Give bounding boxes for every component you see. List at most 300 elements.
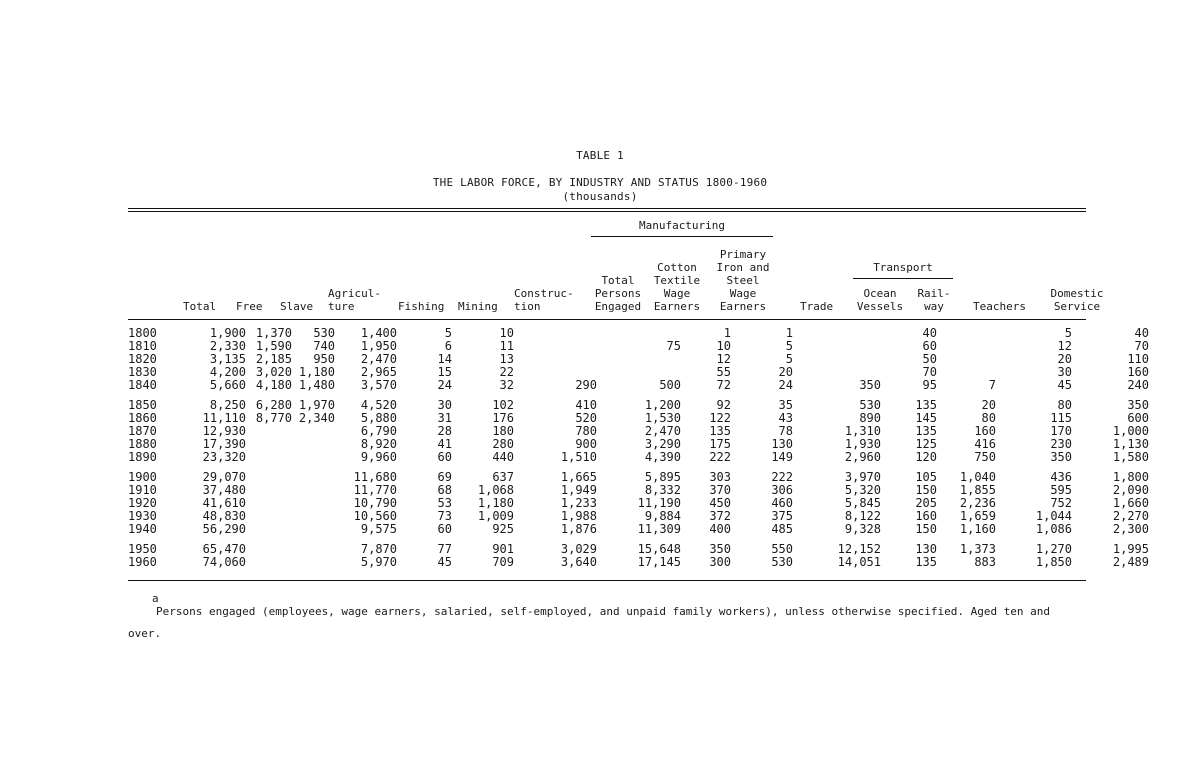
cell-cotton: 175 [709, 437, 731, 451]
cell-domestic-service: 2,300 [1112, 522, 1149, 536]
cell-railway: 1,160 [959, 522, 996, 536]
cell-teachers: 1,850 [1035, 555, 1072, 569]
cell-cotton: 300 [709, 555, 731, 569]
cell-agriculture: 9,575 [360, 522, 397, 536]
cell-ocean-vessels: 60 [922, 339, 937, 353]
cell-domestic-service: 240 [1127, 378, 1149, 392]
cell-cotton: 400 [709, 522, 731, 536]
cell-year: 1850 [128, 398, 157, 412]
cell-year: 1900 [128, 470, 157, 484]
header-construction: Construc- tion [514, 287, 574, 313]
cell-trade [793, 340, 881, 353]
cell-free [246, 543, 292, 556]
cell-construction: 3,640 [560, 555, 597, 569]
header-slave: Slave [280, 300, 314, 313]
cell-teachers: 1,270 [1035, 542, 1072, 556]
cell-free [246, 425, 292, 438]
cell-trade: 3,970 [844, 470, 881, 484]
cell-trade: 9,328 [844, 522, 881, 536]
cell-year: 1890 [128, 450, 157, 464]
cell-railway: 1,040 [959, 470, 996, 484]
header-agriculture: Agricul- ture [328, 287, 381, 313]
cell-mfg-total: 1,200 [644, 398, 681, 412]
cell-ocean-vessels: 40 [922, 326, 937, 340]
cell-fishing: 15 [437, 365, 452, 379]
cell-iron-steel: 460 [771, 496, 793, 510]
cell-railway: 416 [974, 437, 996, 451]
cell-mining: 22 [499, 365, 514, 379]
table-row [128, 451, 1149, 464]
cell-agriculture: 5,970 [360, 555, 397, 569]
cell-railway [937, 366, 996, 379]
cell-cotton: 10 [716, 339, 731, 353]
cell-free [246, 484, 292, 497]
cell-mining: 1,068 [477, 483, 514, 497]
header-free: Free [236, 300, 263, 313]
cell-total: 65,470 [202, 542, 246, 556]
cell-mining: 10 [499, 326, 514, 340]
cell-trade: 350 [859, 378, 881, 392]
cell-mfg-total: 1,530 [644, 411, 681, 425]
cell-iron-steel: 306 [771, 483, 793, 497]
cell-railway: 1,659 [959, 509, 996, 523]
cell-iron-steel: 20 [778, 365, 793, 379]
table-label: TABLE 1 [576, 149, 624, 162]
cell-domestic-service: 2,270 [1112, 509, 1149, 523]
cell-mining: 637 [492, 470, 514, 484]
cell-cotton: 1 [723, 326, 731, 340]
cell-railway [937, 340, 996, 353]
cell-total: 11,110 [202, 411, 246, 425]
cell-cotton: 92 [716, 398, 731, 412]
cell-year: 1940 [128, 522, 157, 536]
cell-teachers: 752 [1050, 496, 1072, 510]
cell-iron-steel: 530 [771, 555, 793, 569]
cell-construction: 520 [575, 411, 597, 425]
table-row [128, 379, 1149, 392]
cell-mfg-total: 5,895 [644, 470, 681, 484]
cell-teachers: 30 [1057, 365, 1072, 379]
cell-agriculture: 5,880 [360, 411, 397, 425]
header-cotton: Cotton Textile Wage Earners [653, 261, 701, 313]
cell-agriculture: 10,560 [353, 509, 397, 523]
labor-force-table [128, 327, 1149, 569]
cell-iron-steel: 550 [771, 542, 793, 556]
cell-teachers: 12 [1057, 339, 1072, 353]
cell-railway: 7 [988, 378, 996, 392]
cell-iron-steel: 375 [771, 509, 793, 523]
cell-ocean-vessels: 160 [915, 509, 937, 523]
cell-construction: 410 [575, 398, 597, 412]
cell-construction: 900 [575, 437, 597, 451]
cell-year: 1860 [128, 411, 157, 425]
cell-mfg-total: 500 [659, 378, 681, 392]
cell-domestic-service: 1,000 [1112, 424, 1149, 438]
cell-slave [292, 484, 335, 497]
cell-cotton: 450 [709, 496, 731, 510]
cell-trade: 5,320 [844, 483, 881, 497]
cell-mfg-total: 15,648 [637, 542, 681, 556]
top-rule [128, 208, 1086, 209]
footnote-line-1: Persons engaged (employees, wage earners, salaried, self-employed, and unpaid family workers), unless otherwise specified. Aged ten and [156, 605, 1051, 618]
cell-domestic-service: 160 [1127, 365, 1149, 379]
cell-trade: 14,051 [837, 555, 881, 569]
cell-cotton: 72 [716, 378, 731, 392]
cell-railway: 750 [974, 450, 996, 464]
cell-free [246, 510, 292, 523]
cell-fishing: 5 [444, 326, 452, 340]
cell-construction: 1,665 [560, 470, 597, 484]
cell-agriculture: 4,520 [360, 398, 397, 412]
cell-ocean-vessels: 150 [915, 522, 937, 536]
cell-free: 4,180 [255, 378, 292, 392]
cell-railway: 1,373 [959, 542, 996, 556]
cell-domestic-service: 1,800 [1112, 470, 1149, 484]
cell-ocean-vessels: 50 [922, 352, 937, 366]
cell-slave [292, 556, 335, 569]
cell-ocean-vessels: 145 [915, 411, 937, 425]
cell-slave: 1,970 [298, 398, 335, 412]
cell-fishing: 24 [437, 378, 452, 392]
cell-railway [937, 353, 996, 366]
cell-construction: 290 [575, 378, 597, 392]
cell-fishing: 60 [437, 450, 452, 464]
cell-teachers: 80 [1057, 398, 1072, 412]
cell-railway: 1,855 [959, 483, 996, 497]
cell-agriculture: 6,790 [360, 424, 397, 438]
cell-trade [793, 353, 881, 366]
cell-total: 48,830 [202, 509, 246, 523]
cell-ocean-vessels: 130 [915, 542, 937, 556]
manufacturing-group-rule [591, 236, 773, 237]
cell-fishing: 77 [437, 542, 452, 556]
cell-domestic-service: 1,660 [1112, 496, 1149, 510]
cell-mfg-total: 8,332 [644, 483, 681, 497]
cell-domestic-service: 110 [1127, 352, 1149, 366]
cell-total: 2,330 [209, 339, 246, 353]
cell-cotton: 222 [709, 450, 731, 464]
cell-mfg-total: 11,309 [637, 522, 681, 536]
header-domestic-service: Domestic Service [1050, 287, 1104, 313]
cell-ocean-vessels: 135 [915, 424, 937, 438]
header-mining: Mining [458, 300, 498, 313]
cell-free: 1,590 [255, 339, 292, 353]
cell-total: 8,250 [209, 398, 246, 412]
cell-mfg-total: 75 [666, 339, 681, 353]
cell-teachers: 1,086 [1035, 522, 1072, 536]
cell-iron-steel: 149 [771, 450, 793, 464]
header-iron-steel: Primary Iron and Steel Wage Earners [716, 248, 770, 313]
cell-ocean-vessels: 70 [922, 365, 937, 379]
table-row [128, 556, 1149, 569]
cell-agriculture: 8,920 [360, 437, 397, 451]
cell-construction [514, 353, 597, 366]
cell-iron-steel: 130 [771, 437, 793, 451]
cell-total: 74,060 [202, 555, 246, 569]
header-ocean-vessels: Ocean Vessels [856, 287, 904, 313]
cell-slave [292, 510, 335, 523]
cell-mining: 901 [492, 542, 514, 556]
footnote-marker: a [152, 592, 159, 605]
cell-domestic-service: 350 [1127, 398, 1149, 412]
cell-teachers: 595 [1050, 483, 1072, 497]
cell-cotton: 350 [709, 542, 731, 556]
cell-fishing: 69 [437, 470, 452, 484]
transport-group-rule [853, 278, 953, 279]
cell-mining: 1,180 [477, 496, 514, 510]
cell-ocean-vessels: 125 [915, 437, 937, 451]
cell-mfg-total: 4,390 [644, 450, 681, 464]
cell-year: 1880 [128, 437, 157, 451]
cell-construction: 1,988 [560, 509, 597, 523]
cell-domestic-service: 600 [1127, 411, 1149, 425]
cell-construction: 3,029 [560, 542, 597, 556]
cell-construction [514, 327, 597, 340]
cell-slave [292, 451, 335, 464]
cell-iron-steel: 1 [785, 326, 793, 340]
cell-year: 1800 [128, 326, 157, 340]
header-mfg-total: Total Persons Engaged [594, 274, 642, 313]
cell-ocean-vessels: 120 [915, 450, 937, 464]
cell-iron-steel: 24 [778, 378, 793, 392]
cell-iron-steel: 5 [785, 339, 793, 353]
cell-free [246, 556, 292, 569]
cell-ocean-vessels: 105 [915, 470, 937, 484]
cell-cotton: 55 [716, 365, 731, 379]
cell-total: 3,135 [209, 352, 246, 366]
header-teachers: Teachers [973, 300, 1026, 313]
cell-fishing: 30 [437, 398, 452, 412]
cell-teachers: 5 [1064, 326, 1072, 340]
cell-iron-steel: 485 [771, 522, 793, 536]
cell-total: 41,610 [202, 496, 246, 510]
cell-iron-steel: 222 [771, 470, 793, 484]
cell-construction: 780 [575, 424, 597, 438]
header-rule [128, 319, 1086, 320]
cell-trade: 2,960 [844, 450, 881, 464]
cell-total: 1,900 [209, 326, 246, 340]
cell-mining: 13 [499, 352, 514, 366]
cell-cotton: 12 [716, 352, 731, 366]
cell-mining: 709 [492, 555, 514, 569]
cell-total: 12,930 [202, 424, 246, 438]
cell-year: 1820 [128, 352, 157, 366]
cell-total: 5,660 [209, 378, 246, 392]
cell-mining: 11 [499, 339, 514, 353]
cell-total: 56,290 [202, 522, 246, 536]
cell-teachers: 230 [1050, 437, 1072, 451]
cell-iron-steel: 78 [778, 424, 793, 438]
cell-year: 1870 [128, 424, 157, 438]
cell-free [246, 471, 292, 484]
top-rule-double [128, 211, 1086, 212]
header-railway: Rail- way [917, 287, 951, 313]
cell-total: 17,390 [202, 437, 246, 451]
cell-mining: 176 [492, 411, 514, 425]
cell-mining: 32 [499, 378, 514, 392]
cell-slave [292, 438, 335, 451]
cell-total: 4,200 [209, 365, 246, 379]
table-title: THE LABOR FORCE, BY INDUSTRY AND STATUS 1800-1960 [432, 176, 768, 189]
cell-free [246, 497, 292, 510]
cell-mfg-total: 2,470 [644, 424, 681, 438]
cell-free: 8,770 [255, 411, 292, 425]
cell-teachers: 1,044 [1035, 509, 1072, 523]
cell-free: 6,280 [255, 398, 292, 412]
cell-ocean-vessels: 95 [922, 378, 937, 392]
cell-iron-steel: 35 [778, 398, 793, 412]
cell-free: 1,370 [255, 326, 292, 340]
cell-domestic-service: 1,580 [1112, 450, 1149, 464]
cell-slave [292, 471, 335, 484]
cell-ocean-vessels: 135 [915, 398, 937, 412]
cell-cotton: 303 [709, 470, 731, 484]
cell-free [246, 438, 292, 451]
cell-agriculture: 10,790 [353, 496, 397, 510]
cell-total: 29,070 [202, 470, 246, 484]
cell-ocean-vessels: 135 [915, 555, 937, 569]
cell-agriculture: 11,680 [353, 470, 397, 484]
cell-slave [292, 543, 335, 556]
cell-trade: 890 [859, 411, 881, 425]
cell-fishing: 73 [437, 509, 452, 523]
cell-fishing: 41 [437, 437, 452, 451]
cell-domestic-service: 2,489 [1112, 555, 1149, 569]
cell-cotton: 135 [709, 424, 731, 438]
cell-slave: 1,480 [298, 378, 335, 392]
cell-slave: 530 [313, 326, 335, 340]
cell-ocean-vessels: 205 [915, 496, 937, 510]
cell-free [246, 451, 292, 464]
cell-teachers: 350 [1050, 450, 1072, 464]
cell-year: 1930 [128, 509, 157, 523]
cell-teachers: 170 [1050, 424, 1072, 438]
cell-fishing: 14 [437, 352, 452, 366]
cell-railway [937, 327, 996, 340]
cell-domestic-service: 2,090 [1112, 483, 1149, 497]
cell-domestic-service: 1,995 [1112, 542, 1149, 556]
cell-slave: 740 [313, 339, 335, 353]
table-row [128, 523, 1149, 536]
cell-slave [292, 425, 335, 438]
cell-fishing: 68 [437, 483, 452, 497]
cell-trade [793, 327, 881, 340]
cell-mfg-total [597, 353, 681, 366]
cell-construction [514, 340, 597, 353]
cell-agriculture: 2,470 [360, 352, 397, 366]
cell-slave: 1,180 [298, 365, 335, 379]
cell-fishing: 45 [437, 555, 452, 569]
cell-railway: 80 [981, 411, 996, 425]
cell-year: 1830 [128, 365, 157, 379]
cell-teachers: 45 [1057, 378, 1072, 392]
cell-domestic-service: 1,130 [1112, 437, 1149, 451]
transport-group-header: Transport [873, 261, 933, 274]
cell-total: 37,480 [202, 483, 246, 497]
cell-construction: 1,876 [560, 522, 597, 536]
cell-slave [292, 523, 335, 536]
header-total: Total [183, 300, 217, 313]
cell-trade: 530 [859, 398, 881, 412]
cell-agriculture: 7,870 [360, 542, 397, 556]
cell-free [246, 523, 292, 536]
cell-fishing: 31 [437, 411, 452, 425]
cell-mining: 1,009 [477, 509, 514, 523]
cell-mining: 440 [492, 450, 514, 464]
cell-mfg-total: 11,190 [637, 496, 681, 510]
cell-teachers: 20 [1057, 352, 1072, 366]
cell-agriculture: 1,950 [360, 339, 397, 353]
cell-free: 3,020 [255, 365, 292, 379]
cell-railway: 160 [974, 424, 996, 438]
table-units: (thousands) [562, 190, 638, 203]
cell-railway: 2,236 [959, 496, 996, 510]
cell-ocean-vessels: 150 [915, 483, 937, 497]
cell-year: 1920 [128, 496, 157, 510]
cell-trade: 8,122 [844, 509, 881, 523]
cell-trade: 1,310 [844, 424, 881, 438]
cell-construction: 1,233 [560, 496, 597, 510]
cell-fishing: 28 [437, 424, 452, 438]
cell-mining: 925 [492, 522, 514, 536]
cell-cotton: 370 [709, 483, 731, 497]
cell-railway: 20 [981, 398, 996, 412]
cell-fishing: 53 [437, 496, 452, 510]
cell-agriculture: 9,960 [360, 450, 397, 464]
cell-trade: 12,152 [837, 542, 881, 556]
cell-mfg-total: 17,145 [637, 555, 681, 569]
cell-iron-steel: 5 [785, 352, 793, 366]
cell-domestic-service: 70 [1134, 339, 1149, 353]
header-trade: Trade [800, 300, 834, 313]
cell-agriculture: 2,965 [360, 365, 397, 379]
cell-year: 1910 [128, 483, 157, 497]
cell-construction: 1,949 [560, 483, 597, 497]
cell-year: 1810 [128, 339, 157, 353]
header-fishing: Fishing [398, 300, 445, 313]
cell-slave: 950 [313, 352, 335, 366]
cell-slave: 2,340 [298, 411, 335, 425]
cell-mfg-total: 3,290 [644, 437, 681, 451]
bottom-rule [128, 580, 1086, 581]
cell-agriculture: 3,570 [360, 378, 397, 392]
cell-domestic-service: 40 [1134, 326, 1149, 340]
footnote-line-2: over. [128, 627, 162, 640]
cell-agriculture: 11,770 [353, 483, 397, 497]
cell-mining: 180 [492, 424, 514, 438]
cell-year: 1950 [128, 542, 157, 556]
cell-cotton: 122 [709, 411, 731, 425]
cell-mining: 280 [492, 437, 514, 451]
cell-teachers: 436 [1050, 470, 1072, 484]
cell-teachers: 115 [1050, 411, 1072, 425]
cell-fishing: 60 [437, 522, 452, 536]
cell-trade: 1,930 [844, 437, 881, 451]
cell-cotton: 372 [709, 509, 731, 523]
cell-total: 23,320 [202, 450, 246, 464]
cell-iron-steel: 43 [778, 411, 793, 425]
cell-railway: 883 [974, 555, 996, 569]
manufacturing-group-header: Manufacturing [638, 219, 726, 232]
cell-mfg-total: 9,884 [644, 509, 681, 523]
cell-year: 1840 [128, 378, 157, 392]
cell-mining: 102 [492, 398, 514, 412]
cell-free: 2,185 [255, 352, 292, 366]
cell-agriculture: 1,400 [360, 326, 397, 340]
cell-fishing: 6 [444, 339, 452, 353]
cell-year: 1960 [128, 555, 157, 569]
cell-trade: 5,845 [844, 496, 881, 510]
